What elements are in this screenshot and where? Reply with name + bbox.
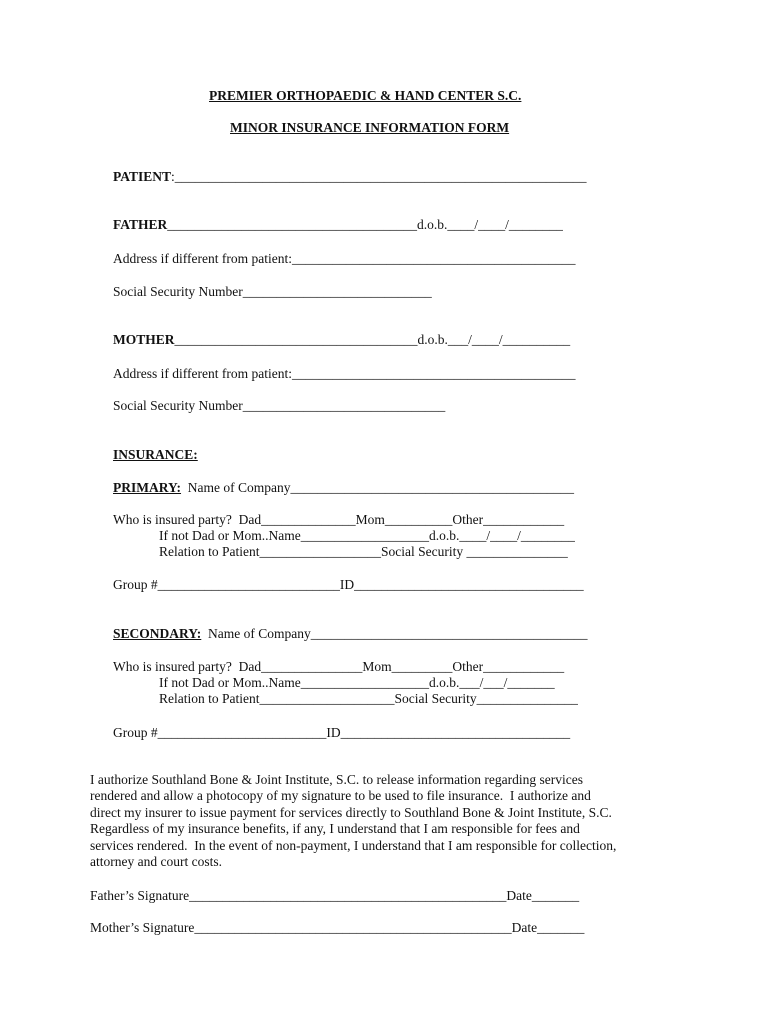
patient-line[interactable]: [113, 169, 587, 185]
secondary-relation-field[interactable]: Relation to Patient____________________Social Security_______________: [159, 691, 578, 706]
form-title: MINOR INSURANCE INFORMATION FORM: [230, 120, 510, 135]
authorization-line: Regardless of my insurance benefits, if any, I understand that I am responsible for fees and: [90, 821, 580, 837]
authorization-line: services rendered. In the event of non-payment, I understand that I am responsible for collection,: [90, 837, 617, 853]
primary-company-blank[interactable]: Name of Company__________________________________________: [181, 480, 575, 495]
primary-company-line[interactable]: [113, 480, 574, 496]
mother-ssn-field[interactable]: Social Security Number______________________________: [113, 398, 446, 413]
secondary-company-line[interactable]: [113, 626, 588, 642]
father-address-field[interactable]: Address if different from patient:__________________________________________: [113, 251, 576, 266]
mother-address-field[interactable]: Address if different from patient:__________________________________________: [113, 366, 576, 381]
authorization-line: direct my insurer to issue payment for services directly to Southland Bone & Joint Institute, S.C.: [90, 804, 612, 820]
insurance-heading: INSURANCE:: [113, 447, 198, 462]
mother-line[interactable]: [113, 332, 570, 348]
practice-name: PREMIER ORTHOPAEDIC & HAND CENTER S.C.: [209, 88, 522, 103]
primary-insured-party-field[interactable]: Who is insured party? Dad______________Mom__________Other____________: [113, 512, 565, 527]
father-blank[interactable]: _____________________________________d.o.b.____/____/________: [167, 217, 563, 232]
patient-label: PATIENT: [113, 169, 172, 184]
secondary-insured-party-field[interactable]: Who is insured party? Dad_______________Mom_________Other____________: [113, 659, 565, 674]
patient-blank[interactable]: :_____________________________________________________________: [171, 169, 587, 184]
father-label: FATHER: [113, 217, 168, 232]
secondary-company-blank[interactable]: Name of Company_________________________________________: [201, 626, 588, 641]
primary-relation-field[interactable]: Relation to Patient__________________Social Security _______________: [159, 544, 568, 559]
father-ssn-field[interactable]: Social Security Number____________________________: [113, 284, 432, 299]
primary-group-field[interactable]: Group #___________________________ID__________________________________: [113, 577, 584, 592]
father-signature-field[interactable]: Father’s Signature_______________________________________________Date_______: [90, 888, 580, 903]
authorization-paragraph: [90, 772, 690, 870]
secondary-other-name-field[interactable]: If not Dad or Mom..Name___________________d.o.b.___/___/_______: [159, 675, 555, 690]
primary-label: PRIMARY:: [113, 480, 182, 495]
father-line[interactable]: [113, 217, 563, 233]
primary-other-name-field[interactable]: If not Dad or Mom..Name___________________d.o.b.____/____/________: [159, 528, 575, 543]
authorization-line: I authorize Southland Bone & Joint Institute, S.C. to release information regarding services: [90, 772, 584, 787]
mother-signature-field[interactable]: Mother’s Signature_______________________________________________Date_______: [90, 920, 585, 935]
secondary-group-field[interactable]: Group #_________________________ID__________________________________: [113, 725, 571, 740]
mother-label: MOTHER: [113, 332, 175, 347]
mother-blank[interactable]: ____________________________________d.o.b.___/____/__________: [174, 332, 571, 347]
authorization-line: rendered and allow a photocopy of my signature to be used to file insurance. I authorize and: [90, 788, 591, 804]
authorization-line: attorney and court costs.: [90, 854, 222, 870]
secondary-label: SECONDARY:: [113, 626, 202, 641]
